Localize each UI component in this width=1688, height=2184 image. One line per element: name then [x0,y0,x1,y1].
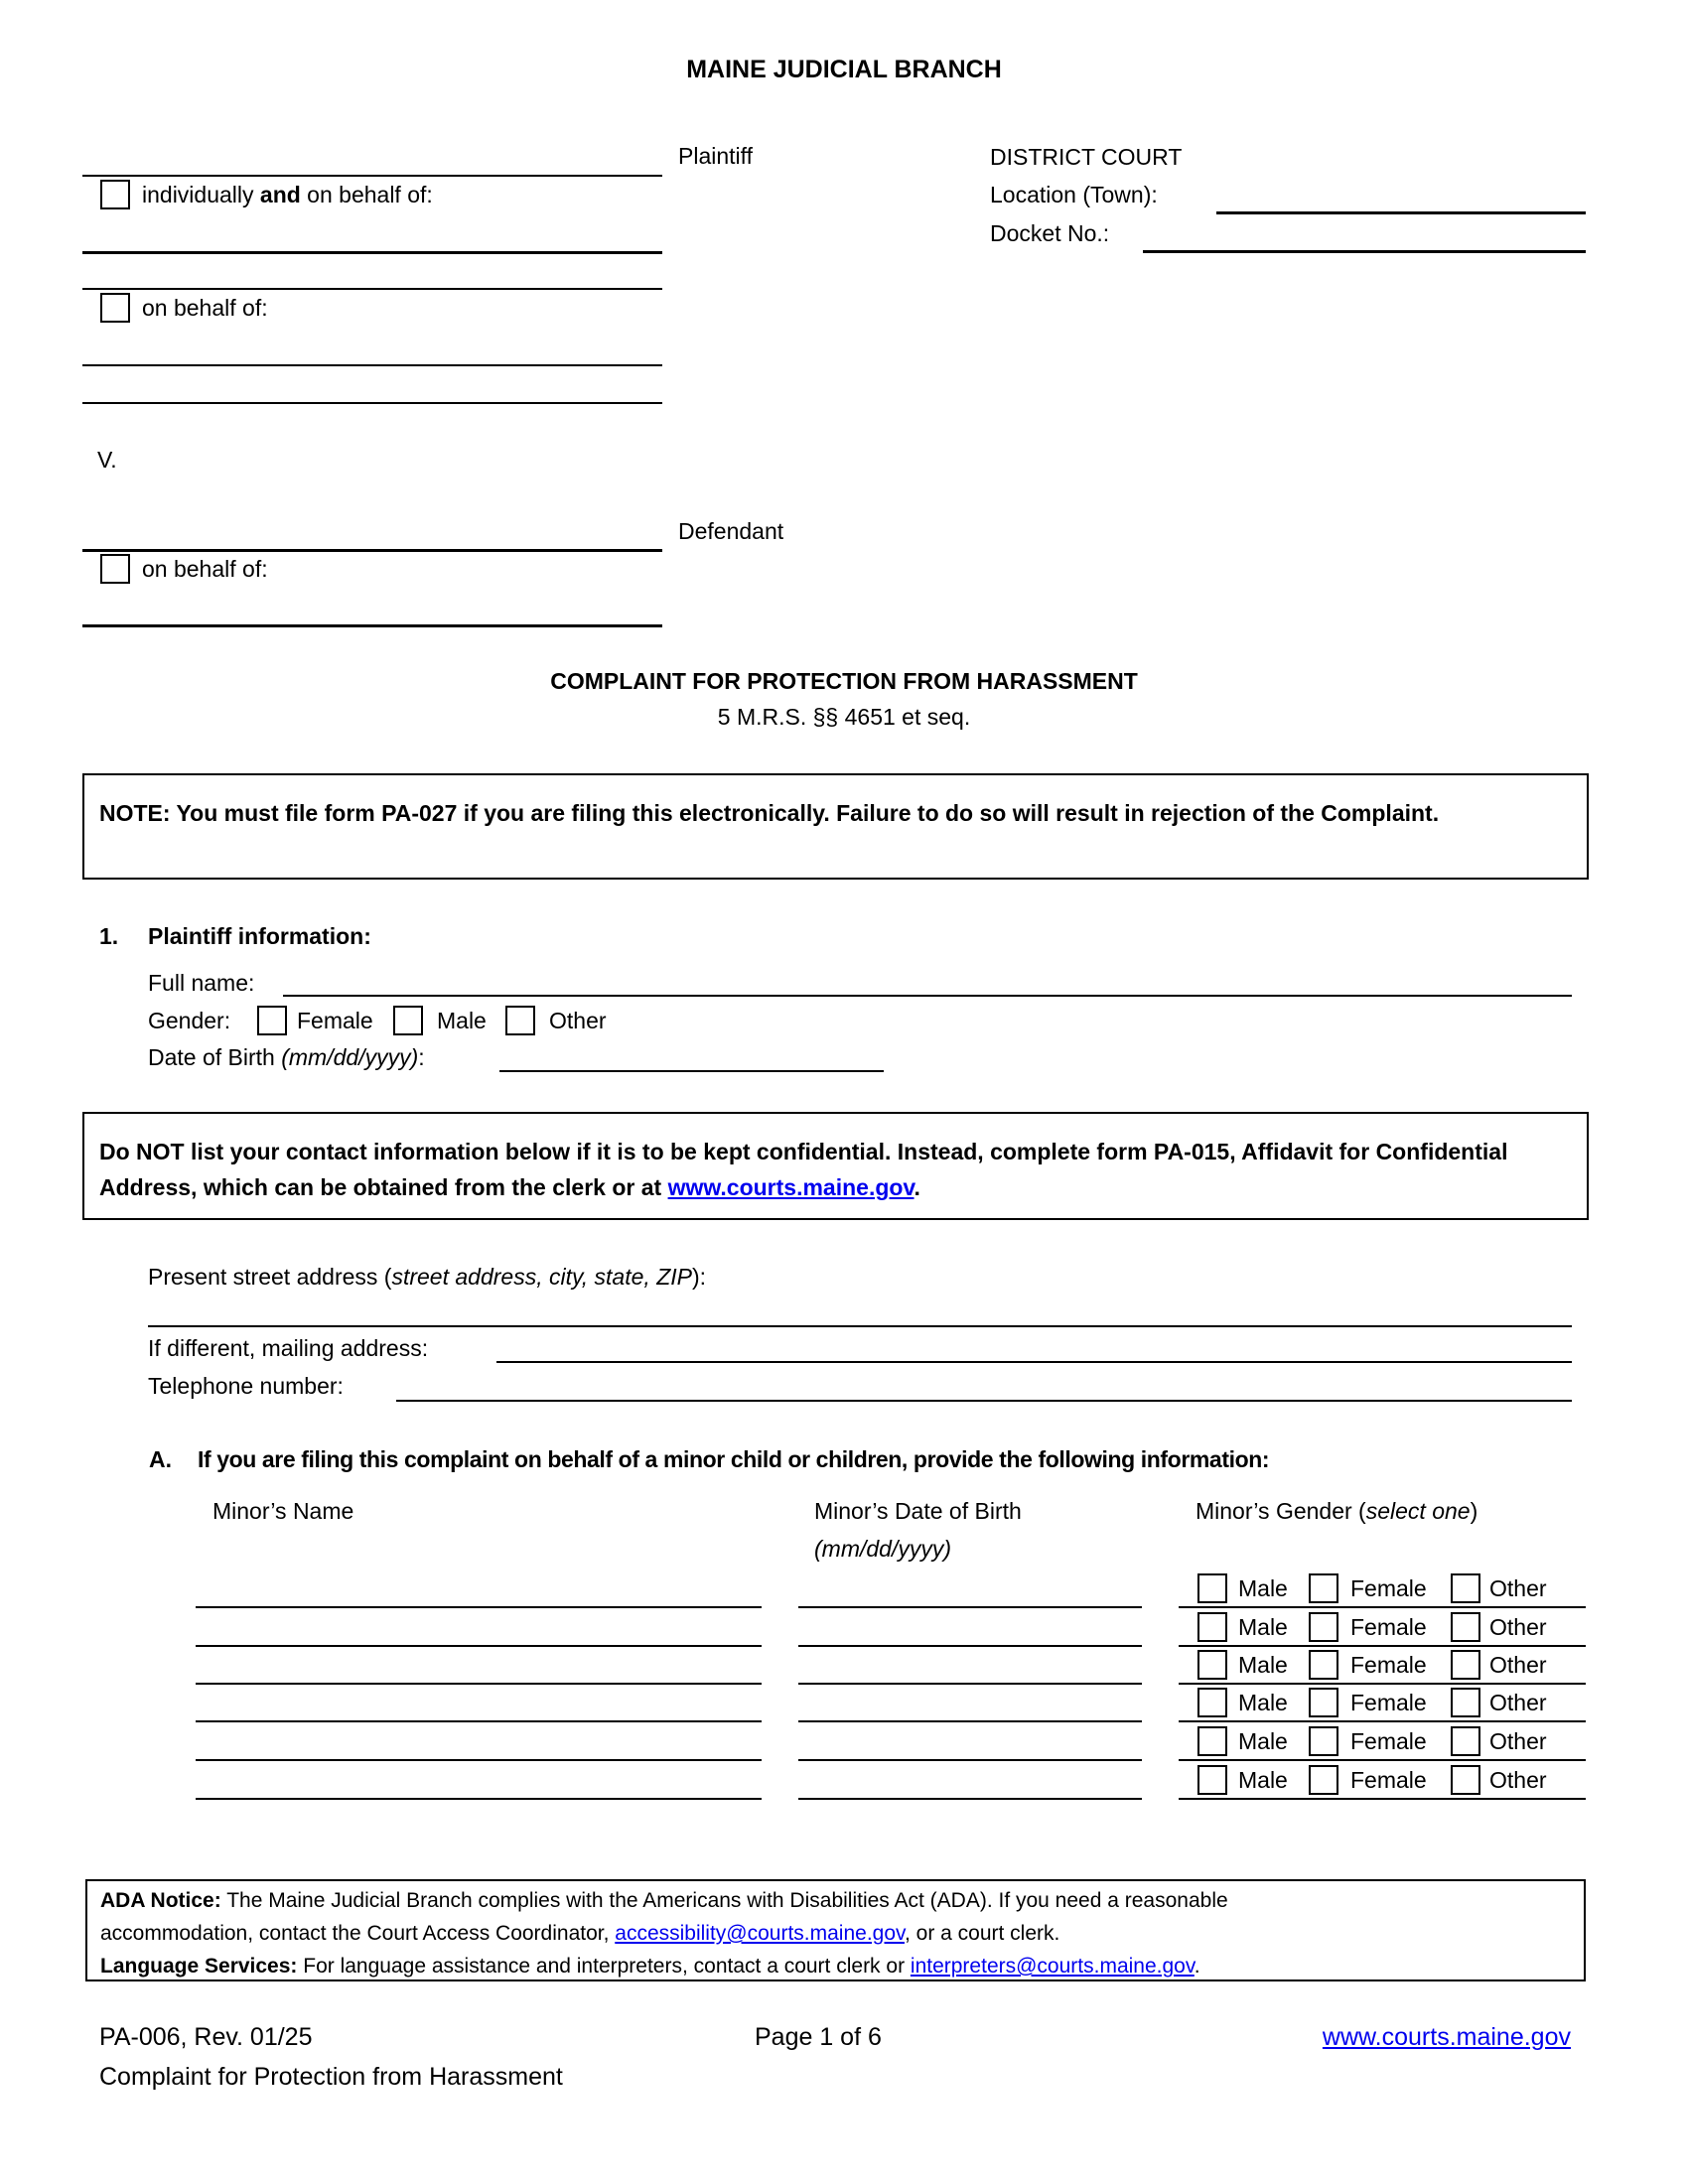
minor-female-label: Female [1350,1614,1427,1640]
minor-other-checkbox[interactable] [1451,1573,1480,1603]
minor-name-field[interactable] [196,1606,762,1608]
minor-female-checkbox[interactable] [1309,1650,1338,1680]
gender-other-label: Other [549,1008,607,1033]
minor-male-checkbox[interactable] [1197,1650,1227,1680]
footer-link-text[interactable]: www.courts.maine.gov [1322,2023,1571,2051]
minor-female-checkbox[interactable] [1309,1612,1338,1642]
minor-male-checkbox[interactable] [1197,1726,1227,1756]
minor-dob-field[interactable] [798,1645,1142,1647]
minor-gender-row-line [1179,1606,1586,1608]
individually-checkbox[interactable] [100,180,130,209]
defendant-behalf-checkbox[interactable] [100,554,130,584]
form-id: PA-006, Rev. 01/25 [99,2023,313,2051]
defendant-behalf-line[interactable] [82,624,662,627]
minor-gender-row-line [1179,1798,1586,1800]
minor-dob-format: (mm/dd/yyyy) [814,1536,951,1562]
minor-female-checkbox[interactable] [1309,1726,1338,1756]
minor-male-checkbox[interactable] [1197,1612,1227,1642]
plaintiff-label: Plaintiff [678,143,754,169]
mailing-address-field[interactable] [496,1361,1572,1363]
versus-label: V. [97,447,117,473]
note-text: NOTE: You must file form PA-027 if you are filing this electronically. Failure to do so will result in rejection of the Complaint. [99,800,1440,826]
minor-name-field[interactable] [196,1683,762,1685]
on-behalf-label: on behalf of: [142,295,268,321]
behalf-line[interactable] [82,251,662,254]
minor-gender-row-line [1179,1720,1586,1722]
minor-female-checkbox[interactable] [1309,1573,1338,1603]
on-behalf-checkbox[interactable] [100,293,130,323]
location-field[interactable] [1216,211,1586,214]
behalf-line[interactable] [82,402,662,404]
page-title: MAINE JUDICIAL BRANCH [686,56,1002,83]
minor-male-checkbox[interactable] [1197,1573,1227,1603]
mailing-address-label: If different, mailing address: [148,1335,429,1361]
minor-female-checkbox[interactable] [1309,1765,1338,1795]
confidential-text: Do NOT list your contact information below if it is to be kept confidential. Instead, complete form PA-015, Affidavit for Confidential Address, which can be obtained from the clerk or at www.courts.maine.gov. [99,1139,1508,1200]
street-address-label: Present street address (street address, city, state, ZIP): [148,1264,707,1290]
minor-gender-header: Minor’s Gender (select one) [1196,1498,1478,1524]
gender-female-checkbox[interactable] [257,1006,287,1035]
form-name: Complaint for Protection from Harassment [99,2063,563,2091]
accessibility-email-link[interactable]: accessibility@courts.maine.gov [615,1922,905,1945]
minor-gender-row-line [1179,1759,1586,1761]
interpreters-email-link[interactable]: interpreters@courts.maine.gov [910,1955,1195,1978]
minor-male-checkbox[interactable] [1197,1765,1227,1795]
minor-other-label: Other [1489,1575,1547,1601]
minor-other-label: Other [1489,1690,1547,1715]
gender-other-checkbox[interactable] [505,1006,535,1035]
ada-notice-box [85,1879,1586,1981]
minor-other-label: Other [1489,1728,1547,1754]
page-number: Page 1 of 6 [755,2023,882,2051]
minor-other-checkbox[interactable] [1451,1688,1480,1717]
form-title: COMPLAINT FOR PROTECTION FROM HARASSMENT [550,668,1138,694]
plaintiff-name-line[interactable] [82,175,662,177]
minor-other-checkbox[interactable] [1451,1765,1480,1795]
minor-female-checkbox[interactable] [1309,1688,1338,1717]
section-title: Plaintiff information: [148,923,371,949]
note-box [82,773,1589,880]
ada-line-1: ADA Notice: The Maine Judicial Branch complies with the Americans with Disabilities Act (ADA). If you need a reasonable [100,1889,1228,1912]
ada-line-2: accommodation, contact the Court Access Coordinator, accessibility@courts.maine.gov, or a court clerk. [100,1922,1060,1945]
minor-dob-field[interactable] [798,1683,1142,1685]
telephone-field[interactable] [396,1400,1572,1402]
docket-field[interactable] [1143,250,1586,253]
docket-label: Docket No.: [990,220,1110,246]
minor-male-checkbox[interactable] [1197,1688,1227,1717]
telephone-label: Telephone number: [148,1373,344,1399]
dob-label: Date of Birth (mm/dd/yyyy): [148,1044,425,1070]
minor-dob-field[interactable] [798,1759,1142,1761]
language-services-line: Language Services: For language assistance and interpreters, contact a court clerk or interpreters@courts.maine.gov. [100,1955,1200,1978]
street-address-field[interactable] [148,1325,1572,1327]
court-label: DISTRICT COURT [990,144,1183,170]
minor-gender-row-line [1179,1645,1586,1647]
subsection-title: If you are filing this complaint on behalf of a minor child or children, provide the following information: [198,1446,1270,1472]
gender-male-checkbox[interactable] [393,1006,423,1035]
location-label: Location (Town): [990,182,1158,207]
minor-male-label: Male [1238,1728,1288,1754]
behalf-line[interactable] [82,288,662,290]
minor-gender-row-line [1179,1683,1586,1685]
minor-other-label: Other [1489,1652,1547,1678]
minor-name-header: Minor’s Name [212,1498,354,1524]
dob-field[interactable] [499,1070,884,1072]
confidential-box [82,1112,1589,1220]
behalf-line[interactable] [82,364,662,366]
minor-dob-field[interactable] [798,1798,1142,1800]
gender-label: Gender: [148,1008,231,1033]
statute: 5 M.R.S. §§ 4651 et seq. [717,704,971,730]
subsection-letter: A. [149,1446,172,1472]
section-number: 1. [99,923,119,949]
individually-label: individually and on behalf of: [142,182,433,207]
defendant-label: Defendant [678,518,784,544]
full-name-field[interactable] [283,995,1572,997]
minor-other-checkbox[interactable] [1451,1726,1480,1756]
defendant-name-line[interactable] [82,549,662,552]
minor-other-label: Other [1489,1767,1547,1793]
gender-female-label: Female [297,1008,373,1033]
minor-name-field[interactable] [196,1759,762,1761]
minor-female-label: Female [1350,1728,1427,1754]
minor-male-label: Male [1238,1690,1288,1715]
on-behalf-label: on behalf of: [142,556,268,582]
gender-male-label: Male [437,1008,487,1033]
full-name-label: Full name: [148,970,255,996]
minor-other-checkbox[interactable] [1451,1612,1480,1642]
minor-male-label: Male [1238,1767,1288,1793]
minor-male-label: Male [1238,1614,1288,1640]
minor-male-label: Male [1238,1575,1288,1601]
footer-website-link[interactable] [1323,2025,1571,2050]
minor-female-label: Female [1350,1767,1427,1793]
minor-dob-header: Minor’s Date of Birth [814,1498,1022,1524]
minor-name-field[interactable] [196,1720,762,1722]
minor-female-label: Female [1350,1690,1427,1715]
minor-dob-field[interactable] [798,1606,1142,1608]
minor-female-label: Female [1350,1652,1427,1678]
minor-other-checkbox[interactable] [1451,1650,1480,1680]
minor-other-label: Other [1489,1614,1547,1640]
minor-dob-field[interactable] [798,1720,1142,1722]
minor-name-field[interactable] [196,1645,762,1647]
minor-name-field[interactable] [196,1798,762,1800]
courts-website-link[interactable]: www.courts.maine.gov [667,1174,914,1200]
minor-female-label: Female [1350,1575,1427,1601]
minor-male-label: Male [1238,1652,1288,1678]
